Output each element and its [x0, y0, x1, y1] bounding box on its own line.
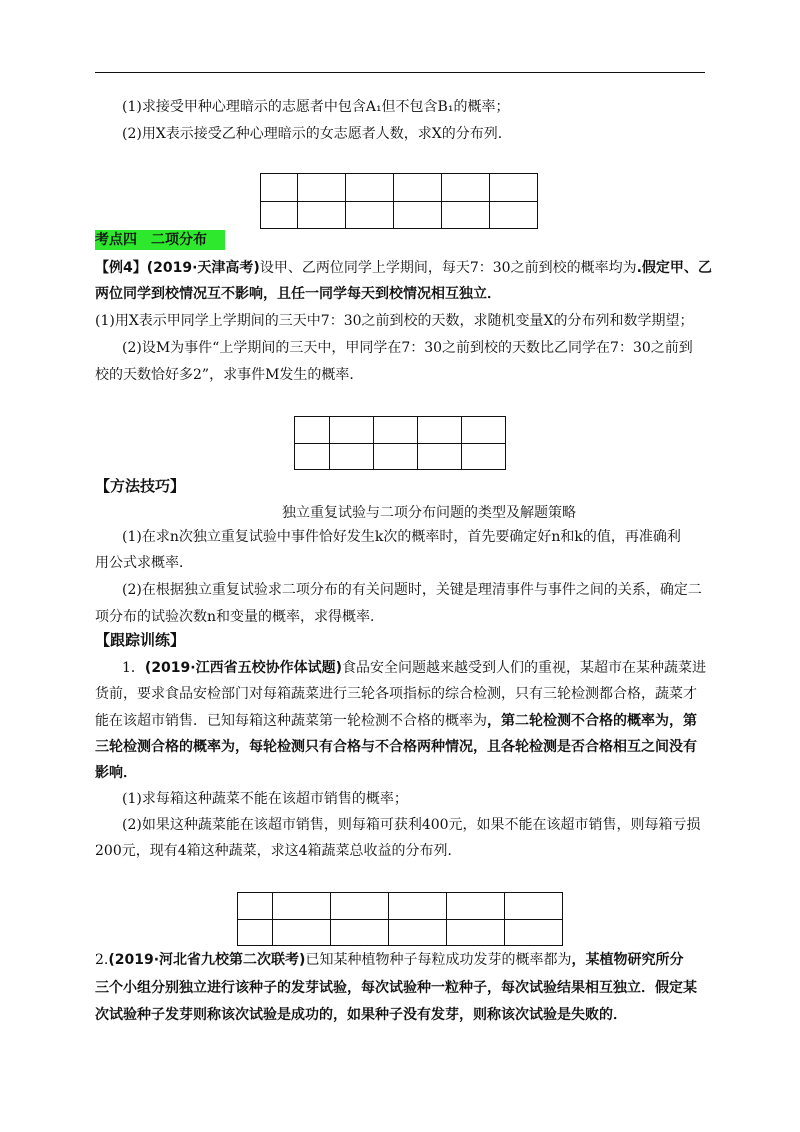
- training-heading: 【跟踪训练】: [95, 631, 186, 649]
- method-1-line-1: (1)在求n次独立重复试验中事件恰好发生k次的概率时，首先要确定好n和k的值，再准确利: [122, 529, 681, 545]
- exercise-1-text-bold: 三轮检测合格的概率为: [95, 739, 235, 755]
- example-4-line-2: 两位同学到校情况互不影响，且任一同学每天到校情况相互独立．: [95, 286, 501, 302]
- exercise-1-line-2: 货前，要求食品安检部门对每箱蔬菜进行三轮各项指标的综合检测，只有三轮检测都合格，蔬菜才: [95, 686, 697, 702]
- section-title: 考点四 二项分布: [95, 230, 225, 250]
- exercise-1-question-2-line-2: 200元，现有4箱这种蔬菜，求这4箱蔬菜总收益的分布列．: [95, 843, 462, 859]
- exercise-1-source: (2019·江西省五校协作体试题): [144, 660, 343, 676]
- method-2-line-1: (2)在根据独立重复试验求二项分布的有关问题时，关键是理清事件与事件之间的关系，确定二: [122, 582, 702, 598]
- answer-table-2: [294, 416, 506, 470]
- exercise-1-line-4: [95, 737, 697, 757]
- method-2-line-2: 项分布的试验次数n和变量的概率，求得概率．: [95, 609, 385, 625]
- question-2: (2)用X表示接受乙种心理暗示的女志愿者人数，求X的分布列．: [122, 126, 512, 142]
- answer-table-1: [260, 173, 538, 229]
- example-4-line-1: [95, 258, 712, 278]
- exercise-1-question-1: (1)求每箱这种蔬菜不能在该超市销售的概率；: [122, 791, 408, 807]
- exercise-2-line-1: [95, 950, 683, 970]
- exercise-2-source: (2019·河北省九校第二次联考): [108, 952, 306, 968]
- exercise-1-question-2-line-1: (2)如果这种蔬菜能在该超市销售，则每箱可获利400元，如果不能在该超市销售，则每箱亏损: [122, 817, 701, 833]
- example-4-question-2-line-1: (2)设M为事件“上学期间的三天中，甲同学在7：30之前到校的天数比乙同学在7：30之前到: [122, 340, 693, 356]
- exercise-2-text-bold: ，某植物研究所分: [571, 952, 684, 968]
- answer-table-3: [237, 892, 563, 946]
- exercise-1-line-3: [95, 711, 697, 731]
- example-4-question-1: (1)用X表示甲同学上学期间的三天中7：30之前到校的天数，求随机变量X的分布列和数学期望；: [95, 313, 694, 329]
- example-tag: 【例4】: [95, 260, 147, 276]
- method-1-line-2: 用公式求概率．: [95, 555, 193, 571]
- exercise-2-line-2: 三个小组分别独立进行该种子的发芽试验，每次试验种一粒种子，每次试验结果相互独立．假定某: [95, 980, 697, 996]
- exercise-1-text: 能在该超市销售．已知每箱这种蔬菜第一轮检测不合格的概率为: [95, 713, 487, 729]
- question-1: (1)求接受甲种心理暗示的志愿者中包含A₁但不包含B₁的概率；: [122, 99, 510, 115]
- exercise-1-text-bold: ，第二轮检测不合格的概率为: [487, 713, 669, 729]
- exercise-2-text: 已知某种植物种子每粒成功发芽的概率都为: [305, 952, 572, 968]
- exercise-2-number: 2.: [95, 952, 109, 968]
- header-rule: [95, 72, 705, 73]
- example-text-bold: .假定甲、乙: [636, 260, 712, 276]
- example-4-question-2-line-2: 校的天数恰好多2”，求事件M发生的概率．: [95, 367, 364, 383]
- exercise-1-text-bold: ，第: [669, 713, 697, 729]
- exercise-1-line-1: [122, 658, 706, 678]
- exercise-1-number: 1．: [122, 660, 145, 676]
- exercise-2-line-3: 次试验种子发芽则称该次试验是成功的，如果种子没有发芽，则称该次试验是失败的．: [95, 1007, 627, 1023]
- example-text: 设甲、乙两位同学上学期间，每天7：30之前到校的概率均为: [259, 260, 637, 276]
- exercise-1-line-5: 影响．: [95, 765, 137, 781]
- exercise-1-text: 食品安全问题越来越受到人们的重视，某超市在某种蔬菜进: [342, 660, 707, 676]
- exercise-1-text-bold: ，每轮检测只有合格与不合格两种情况，且各轮检测是否合格相互之间没有: [235, 739, 697, 755]
- example-source: (2019·天津高考): [146, 260, 260, 276]
- methods-heading: 【方法技巧】: [95, 477, 186, 495]
- methods-subtitle: 独立重复试验与二项分布问题的类型及解题策略: [282, 505, 576, 521]
